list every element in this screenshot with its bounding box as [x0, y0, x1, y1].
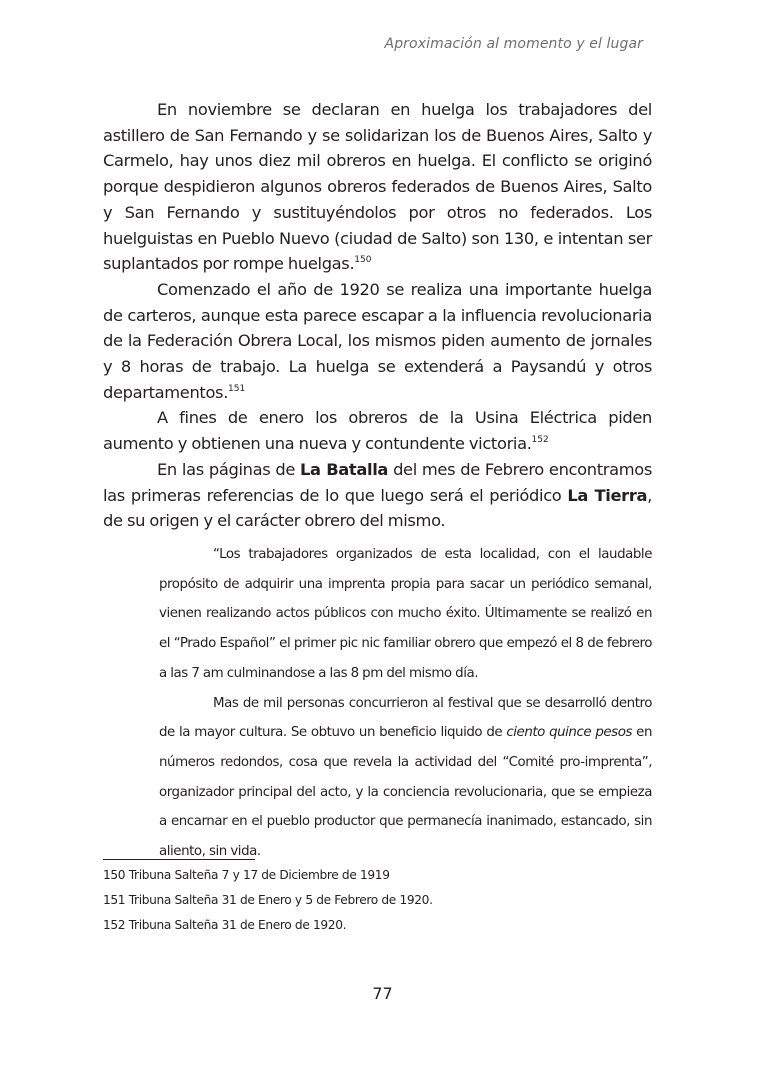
footnote-150: 150 Tribuna Salteña 7 y 17 de Diciembre de 1919 — [103, 868, 390, 882]
title-la-batalla: La Batalla — [300, 459, 389, 479]
main-text — [103, 97, 652, 534]
footnote-ref-152[interactable]: 152 — [531, 435, 549, 446]
footnotes — [103, 863, 652, 938]
paragraph-2-text: Comenzado el año de 1920 se realiza una importante huelga de carteros, aunque esta parece escapar a la influencia revolucionaria de la Federación Obrera Local, los mismos piden aumento de jornales y 8 horas de trabajo. La huelga se extenderá a Paysandú y otros departamentos. — [103, 279, 652, 402]
paragraph-3-text: A fines de enero los obreros de la Usina Eléctrica piden aumento y obtienen una nueva y contundente victoria. — [103, 408, 652, 454]
paragraph-2 — [103, 277, 652, 406]
paragraph-4-before: En las páginas de — [157, 459, 301, 479]
block-quote — [159, 540, 652, 867]
paragraph-1 — [103, 97, 652, 277]
footnote-ref-150[interactable]: 150 — [354, 255, 372, 266]
running-header: Aproximación al momento y el lugar — [384, 36, 643, 52]
paragraph-4-after: , de su origen y el carácter obrero del mismo. — [103, 485, 652, 531]
quote-paragraph-2-before: Mas de mil personas concurrieron al festival que se desarrolló dentro de la mayor cultura. Se obtuvo un beneficio liquido de — [159, 695, 652, 741]
paragraph-1-text: En noviembre se declaran en huelga los trabajadores del astillero de San Fernando y se solidarizan los de Buenos Aires, Salto y Carmelo, hay unos diez mil obreros en huelga. El conflicto se originó porque despidieron algunos obreros federados de Buenos Aires, Salto y San Fernando y sustituyéndolos por otros no federados. Los huelguistas en Pueblo Nuevo (ciudad de Salto) son 130, e intentan ser suplantados por rompe huelgas. — [103, 100, 652, 274]
quote-paragraph-2 — [159, 689, 652, 867]
title-la-tierra: La Tierra — [567, 485, 648, 505]
paragraph-4 — [103, 457, 652, 534]
footnote-152: 152 Tribuna Salteña 31 de Enero de 1920. — [103, 918, 347, 932]
paragraph-4-middle: del mes de Febrero encontramos las primeras referencias de lo que luego será el periódico — [103, 459, 652, 505]
footnote-separator — [103, 859, 255, 860]
quote-paragraph-2-after: en números redondos, cosa que revela la actividad del “Comité pro-imprenta”, organizador principal del acto, y la conciencia revolucionaria, que se empieza a encarnar en el pueblo productor que permanecía inanimado, estancado, sin aliento, sin vida. — [159, 725, 652, 860]
page-number: 77 — [372, 984, 393, 1003]
paragraph-3 — [103, 405, 652, 456]
quote-paragraph-1: “Los trabajadores organizados de esta localidad, con el laudable propósito de adquirir una imprenta propia para sacar un periódico semanal, vienen realizando actos públicos con mucho éxito. Últimamente se realizó en el “Prado Español” el primer pic nic familiar obrero que empezó el 8 de febrero a las 7 am culminandose a las 8 pm del mismo día. — [159, 547, 652, 681]
quote-italic-amount: ciento quince pesos — [506, 725, 632, 741]
footnote-151: 151 Tribuna Salteña 31 de Enero y 5 de Febrero de 1920. — [103, 893, 433, 907]
footnote-ref-151[interactable]: 151 — [228, 383, 246, 394]
